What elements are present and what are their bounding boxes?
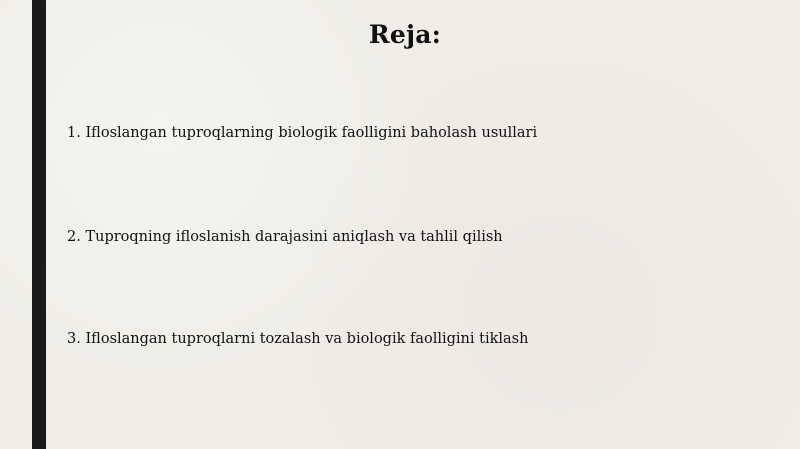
plan-item-1: 1. Ifloslangan tuproqlarning biologik faolligini baholash usullari bbox=[67, 125, 538, 141]
plan-item-3: 3. Ifloslangan tuproqlarni tozalash va biologik faolligini tiklash bbox=[67, 331, 529, 347]
accent-bar bbox=[32, 0, 46, 449]
slide-title: Reja: bbox=[368, 20, 442, 49]
plan-item-2: 2. Tuproqning ifloslanish darajasini aniqlash va tahlil qilish bbox=[67, 229, 503, 245]
